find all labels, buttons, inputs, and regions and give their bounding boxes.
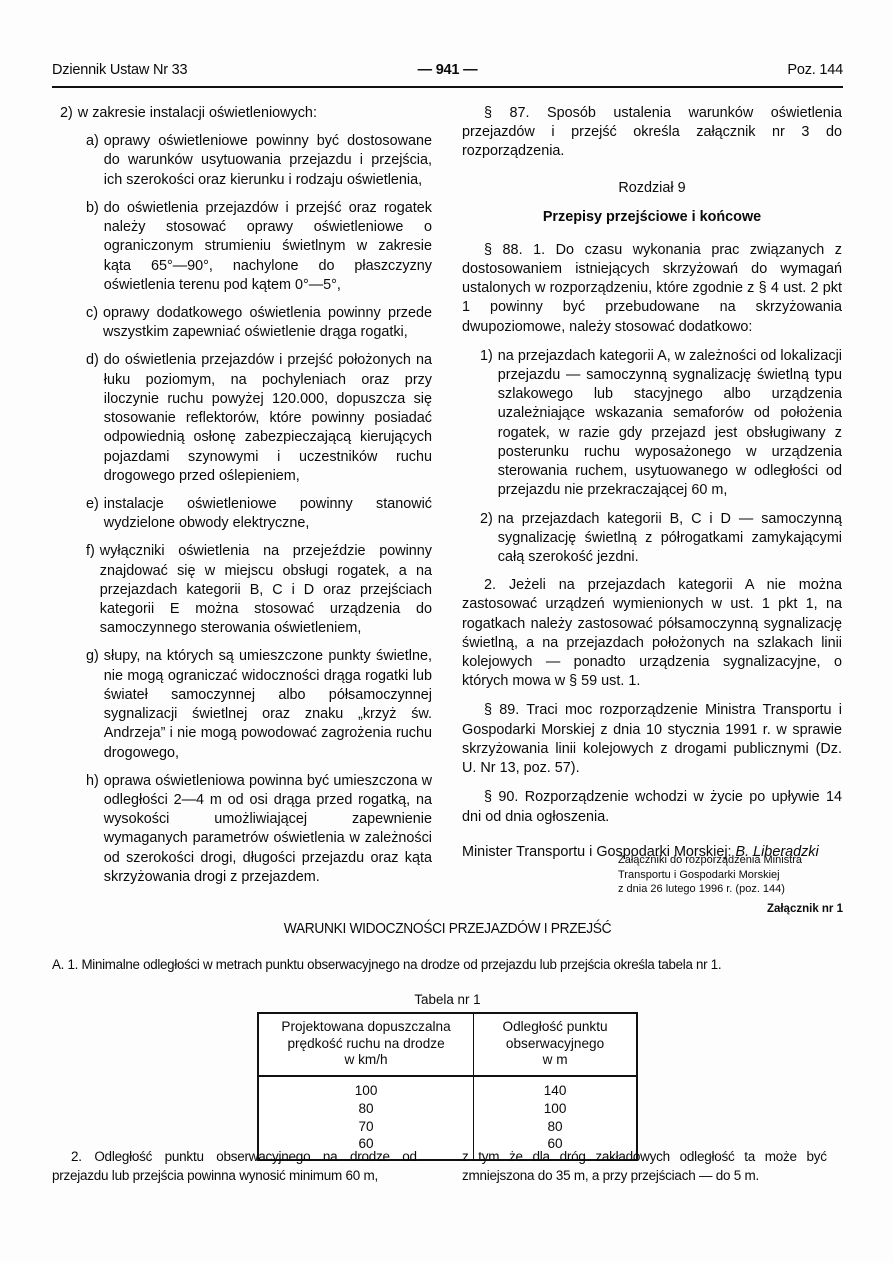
- list-marker: e): [86, 495, 99, 512]
- list-item: [52, 647, 432, 762]
- list-text: na przejazdach kategorii B, C i D — samoczynną sygnalizację świetlną z półrogatkami zamykającymi całą szerokość jezdni.: [497, 510, 842, 565]
- annex-reference-line-1: Załączniki do rozporządzenia Ministra: [618, 854, 803, 866]
- table-column-header-speed: [258, 1013, 474, 1076]
- list-text: oprawy dodatkowego oświetlenia powinny przede wszystkim zapewniać oświetlenie drąga rogatki,: [103, 304, 432, 341]
- list-marker: 2): [480, 510, 493, 527]
- chapter-label: Rozdział 9: [618, 179, 686, 196]
- list-item: [52, 132, 432, 190]
- running-head-left: Dziennik Ustaw Nr 33: [52, 62, 188, 78]
- running-head-right: Poz. 144: [787, 62, 843, 78]
- chapter-title: Przepisy przejściowe i końcowe: [542, 208, 762, 225]
- page-number: — 941 —: [417, 62, 478, 78]
- cell-speed: 100: [258, 1076, 474, 1100]
- header-line: Odległość punktu: [502, 1019, 608, 1034]
- annex-point-a1: A. 1. Minimalne odległości w metrach punktu obserwacyjnego na drodze od przejazdu lub przejścia określa tabela nr 1.: [52, 957, 722, 973]
- list-item: [52, 304, 432, 342]
- table-row: [258, 1118, 637, 1136]
- table-column-header-distance: [474, 1013, 637, 1076]
- list-marker: d): [86, 352, 99, 369]
- annex-title: WARUNKI WIDOCZNOŚCI PRZEJAZDÓW I PRZEJŚĆ: [283, 921, 612, 937]
- list-text: do oświetlenia przejazdów i przejść oraz rogatek należy stosować oprawy oświetleniowe o ograniczonym strumieniu świetlnym w zakresie kąta 65°—90°, nachylone do płaszczyzny oświetlenia terenu pod kątem 0°—5°,: [103, 199, 432, 293]
- annex-reference-line-3: z dnia 26 lutego 1996 r. (poz. 144): [618, 883, 785, 896]
- list-item: [52, 104, 432, 123]
- list-marker: g): [86, 648, 99, 665]
- annex-note-column-right: z tym że dla dróg zakładowych odległość ta może być zmniejszona do 35 m, a przy przejściach — do 5 m.: [462, 1149, 827, 1185]
- cell-distance: 100: [474, 1100, 637, 1118]
- annex-reference-line-2: Transportu i Gospodarki Morskiej: [618, 868, 780, 881]
- table-row: [258, 1076, 637, 1100]
- annex-number: Załącznik nr 1: [766, 903, 843, 915]
- cell-distance: 60: [474, 1135, 637, 1160]
- list-marker: 2): [60, 105, 73, 121]
- header-line: obserwacyjnego: [505, 1035, 605, 1051]
- signature-name: B. Liberadzki: [735, 843, 819, 860]
- left-column: [52, 104, 432, 896]
- list-item: [52, 772, 432, 887]
- list-text: instalacje oświetleniowe powinny stanowić wydzielone obwody elektryczne,: [103, 495, 432, 532]
- table-row: [258, 1100, 637, 1118]
- list-text: oprawa oświetleniowa powinna być umieszczona w odległości 2—4 m od osi drąga przed rogatką, na wysokości umożliwiającej zapewnienie wymaganych parametrów oświetlenia w zależności od szerokości drogi, długości przejazdu oraz kąta skrzyżowania drogi z przejazdem.: [103, 772, 432, 885]
- paragraph-90: § 90. Rozporządzenie wchodzi w życie po upływie 14 dni od dnia ogłoszenia.: [462, 789, 842, 825]
- list-text: w zakresie instalacji oświetleniowych:: [77, 105, 317, 121]
- list-marker: 1): [480, 347, 493, 364]
- header-divider: [52, 86, 843, 88]
- running-head: [52, 62, 843, 78]
- cell-speed: 80: [258, 1100, 474, 1118]
- list-text: wyłączniki oświetlenia na przejeździe powinny znajdować się w miejscu obsługi rogatek, a na przejazdach kategorii B, C i D oraz przejściach kategorii E można stosować urządzenia do samoczynnego sterowania oświetleniem,: [99, 543, 432, 637]
- cell-speed: 60: [258, 1135, 474, 1160]
- annex-note: [52, 1148, 847, 1186]
- two-column-body: [52, 104, 843, 896]
- list-item: [52, 351, 432, 486]
- cell-distance: 140: [474, 1076, 637, 1100]
- paragraph-88-2: 2. Jeżeli na przejazdach kategorii A nie można zastosować urządzeń wymienionych w ust. 1 pkt 1, na rogatkach należy zastosować półsamoczynną sygnalizację świetlną, a na przejazdach położonych na szlakach linii kolejowych — ponadto urządzenia sygnalizacyjne, o których mowa w § 59 ust. 1.: [462, 577, 842, 690]
- table-header-row: [258, 1013, 637, 1076]
- annex-note-column-left: 2. Odległość punktu obserwacyjnego na drodze od przejazdu lub przejścia powinna wynosić minimum 60 m,: [52, 1149, 417, 1185]
- header-line: w km/h: [344, 1052, 388, 1068]
- list-marker: f): [86, 543, 95, 560]
- header-line: Projektowana dopuszczalna: [281, 1019, 451, 1034]
- list-marker: a): [86, 133, 99, 150]
- annex-reference: [618, 853, 843, 897]
- cell-distance: 80: [474, 1118, 637, 1136]
- list-marker: b): [86, 199, 99, 216]
- list-marker: c): [86, 304, 98, 321]
- paragraph-87: § 87. Sposób ustalenia warunków oświetlenia przejazdów i przejść określa załącznik nr 3 do rozporządzenia.: [462, 105, 842, 160]
- list-text: słupy, na których są umieszczone punkty świetlne, nie mogą ograniczać widoczności drąga rogatki lub świateł samoczynnej albo półsamoczynnej sygnalizacji świetlnej oraz znaku „krzyż św. Andrzeja” i nie mogą powodować zagrożenia ruchu drogowego,: [103, 648, 432, 761]
- list-marker: h): [86, 772, 99, 789]
- list-text: do oświetlenia przejazdów i przejść położonych na łuku poziomym, na pochyleniach oraz przy iloczynie ruchu powyżej 120.000, dopuszcza się stosowanie reflektorów, które powinny posiadać odpowiednią osłonę zabezpieczającą kierujących pojazdami szynowymi i uczestników ruchu drogowego przed oślepieniem,: [103, 352, 432, 484]
- list-text: na przejazdach kategorii A, w zależności od lokalizacji przejazdu — samoczynną sygnalizację świetlną typu szlakowego lub stacyjnego albo urządzenia uzależniające wskazania semaforów od położenia rogatek, w razie gdy przejazd jest obsługiwany z posterunku ruchu wyposażonego w urządzenia sterowania ruchem, usytuowanego w odległości od przejazdu nie przekraczającej 60 m,: [497, 347, 842, 499]
- right-column: [462, 104, 842, 896]
- header-line: prędkość ruchu na drodze: [287, 1035, 445, 1051]
- list-item: [52, 542, 432, 638]
- header-line: w m: [542, 1052, 568, 1068]
- paragraph-88-1: § 88. 1. Do czasu wykonania prac związanych z dostosowaniem istniejących skrzyżowań do wymagań ustalonych w rozporządzeniu, które zgodnie z § 4 ust. 2 pkt 1 powinny być przebudowane na skrzyżowania dwupoziomowe, należy stosować dodatkowo:: [462, 241, 842, 335]
- list-item: [462, 347, 842, 501]
- list-text: oprawy oświetleniowe powinny być dostosowane do warunków usytuowania przejazdu i przejścia, ich szerokości oraz kierunku i rodzaju oświetlenia,: [103, 133, 432, 188]
- cell-speed: 70: [258, 1118, 474, 1136]
- list-item: [52, 495, 432, 533]
- signature-label: Minister Transportu i Gospodarki Morskiej:: [462, 843, 732, 860]
- distance-table: [257, 1012, 638, 1161]
- list-item: [462, 510, 842, 568]
- list-item: [52, 199, 432, 295]
- paragraph-89: § 89. Traci moc rozporządzenie Ministra Transportu i Gospodarki Morskiej z dnia 10 stycznia 1991 r. w sprawie skrzyżowania linii kolejowych z drogami publicznymi (Dz. U. Nr 13, poz. 57).: [462, 702, 842, 777]
- table-caption: Tabela nr 1: [414, 992, 481, 1007]
